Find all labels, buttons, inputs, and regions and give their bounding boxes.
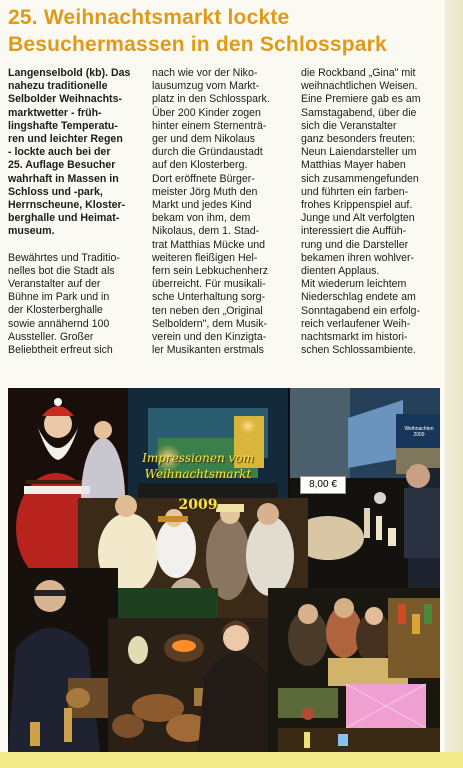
column-2-text: nach wie vor der Niko- lausumzug vom Markt- platz in den Schlosspark. Über 200 Kinder zogen hinter einem Sternenträ- ger und dem Nikolaus durch die Gründaustadt auf den Klosterberg. Dort eröffnete Bürger- meister Jörg Muth den Markt und jedes Kind bekam von ihm, dem Nikolaus, dem 1. Stad- trat Matthias Mücke und weiteren fleißigen Hel- fern sein Lebkuchenherz überreicht. Für musikali- sche Unterhaltung sorg- ten neben den „Original Selboldern", dem Musik- verein und den Kinzigta- ler Musikanten erstmals (152, 67, 270, 357)
column-1 (8, 67, 143, 377)
collage-image (8, 388, 440, 752)
page-bottom-bar (0, 752, 463, 768)
headline-line-2: Besuchermassen in den Schlosspark (8, 33, 387, 56)
caption-line-1: Impressionen vom (142, 451, 254, 465)
price-sign: 8,00 € (300, 476, 346, 494)
article-body (8, 67, 438, 377)
article-headline (8, 4, 448, 58)
column-3 (301, 67, 441, 377)
column-1-text: Bewährtes und Traditio- nelles bot die Stadt als Veranstalter auf der Bühne im Park und in der Klosterberghalle sowie annähernd 100 Aussteller. Großer Beliebtheit erfreut sich (8, 251, 120, 357)
column-3-text-b: Mit wiederum leichtem Niederschlag endete am Sonntagabend ein erfolg- reich verlaufener Weih- nachtsmarkt im histori- schen Schlossambiente. (301, 278, 420, 357)
column-2 (152, 67, 292, 377)
headline-line-1: 25. Weihnachtsmarkt lockte (8, 6, 290, 29)
photo-collage (8, 388, 440, 752)
column-3-text-a: die Rockband „Gina" mit weihnachtlichen Weisen. Eine Premiere gab es am Samstagabend, über die sich die Veranstalter ganz besonders freuten: Neun Laiendarsteller um Matthias Mayer haben sich zusammengefunden und führten ein farben- frohes Krippenspiel auf. Junge und Alt verfolgten interessiert die Auffüh- rung und die Darsteller bekamen ihren wohlver- dienten Applaus. (301, 67, 421, 278)
page-edge-strip (445, 0, 463, 768)
collage-caption (128, 450, 268, 482)
caption-year: 2009 (178, 497, 218, 513)
article-lead: Langenselbold (kb). Das nahezu traditionelle Selbolder Weihnachts- marktwetter - früh- lingshafte Temperatu- ren und leichter Regen - lockte auch bei der 25. Auflage Besucher wahrhaft in Massen in Schloss und -park, Herrnscheune, Kloster- berghalle und Heimat- museum. (8, 67, 131, 238)
caption-line-2: Weihnachtsmarkt (144, 467, 252, 481)
poster-label: Weihnachten 2009 (404, 426, 434, 438)
